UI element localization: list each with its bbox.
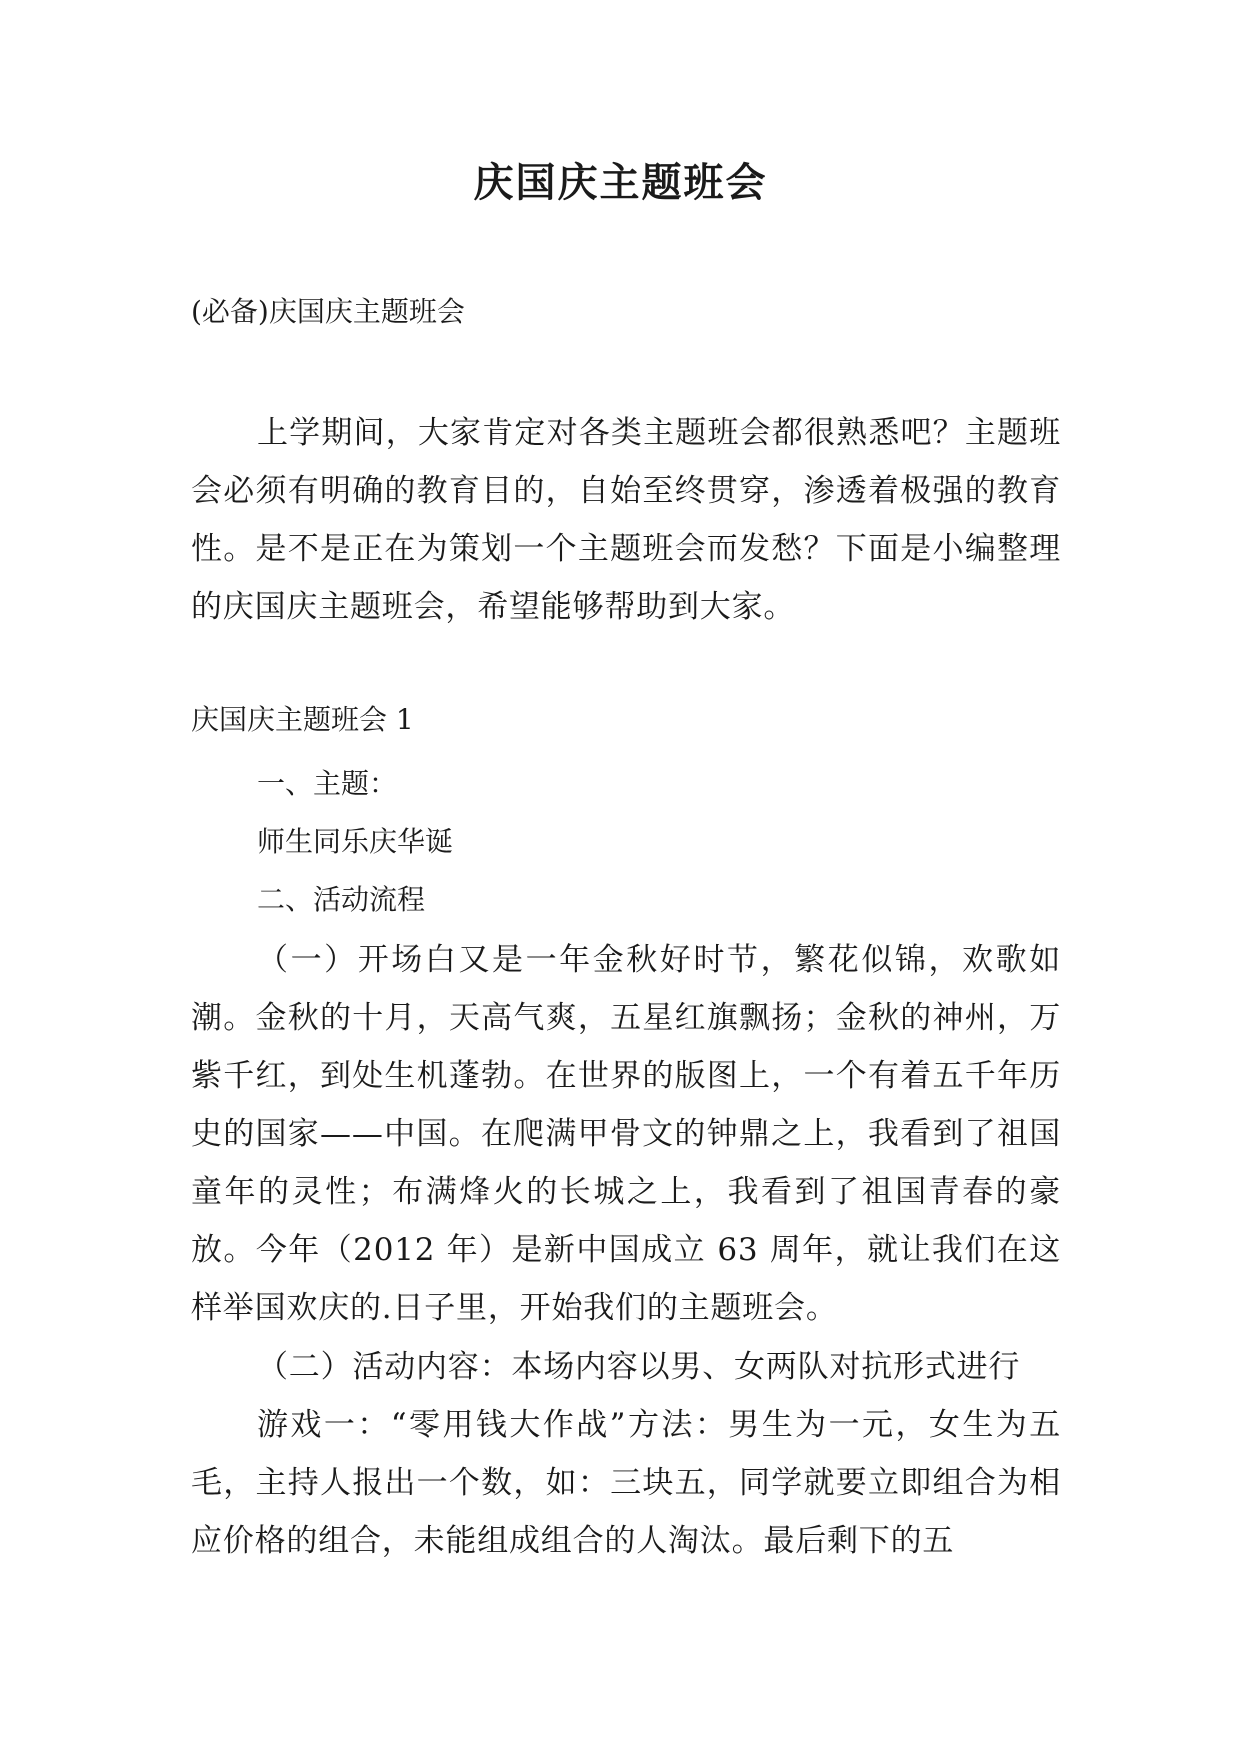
theme-heading: 一、主题： — [257, 767, 398, 800]
section-heading: 庆国庆主题班会 1 — [191, 703, 414, 736]
activity-flow-heading: 二、活动流程 — [257, 883, 426, 916]
activity-content-paragraph: （二）活动内容：本场内容以男、女两队对抗形式进行 — [257, 1349, 1021, 1385]
document-subtitle: (必备)庆国庆主题班会 — [191, 295, 465, 328]
opening-paragraph: （一）开场白又是一年金秋好时节，繁花似锦，欢歌如潮。金秋的十月，天高气爽，五星红旗飘扬；金秋的神州，万紫千红，到处生机蓬勃。在世界的版图上，一个有着五千年历史的国家——中国。在爬满甲骨文的钟鼎之上，我看到了祖国童年的灵性；布满烽火的长城之上，我看到了祖国青春的豪放。今年（2012 年）是新中国成立 63 周年，就让我们在这样举国欢庆的.日子里，开始我们的主题班会。 — [191, 942, 1061, 1326]
document-title: 庆国庆主题班会 — [473, 159, 768, 206]
game-one-paragraph: 游戏一：“零用钱大作战”方法：男生为一元，女生为五毛，主持人报出一个数，如：三块五，同学就要立即组合为相应价格的组合，未能组成组合的人淘汰。最后剩下的五 — [191, 1407, 1061, 1559]
intro-paragraph: 上学期间，大家肯定对各类主题班会都很熟悉吧？主题班会必须有明确的教育目的，自始至终贯穿，渗透着极强的教育性。是不是正在为策划一个主题班会而发愁？下面是小编整理的庆国庆主题班会，希望能够帮助到大家。 — [191, 415, 1061, 625]
theme-text: 师生同乐庆华诞 — [257, 825, 454, 858]
